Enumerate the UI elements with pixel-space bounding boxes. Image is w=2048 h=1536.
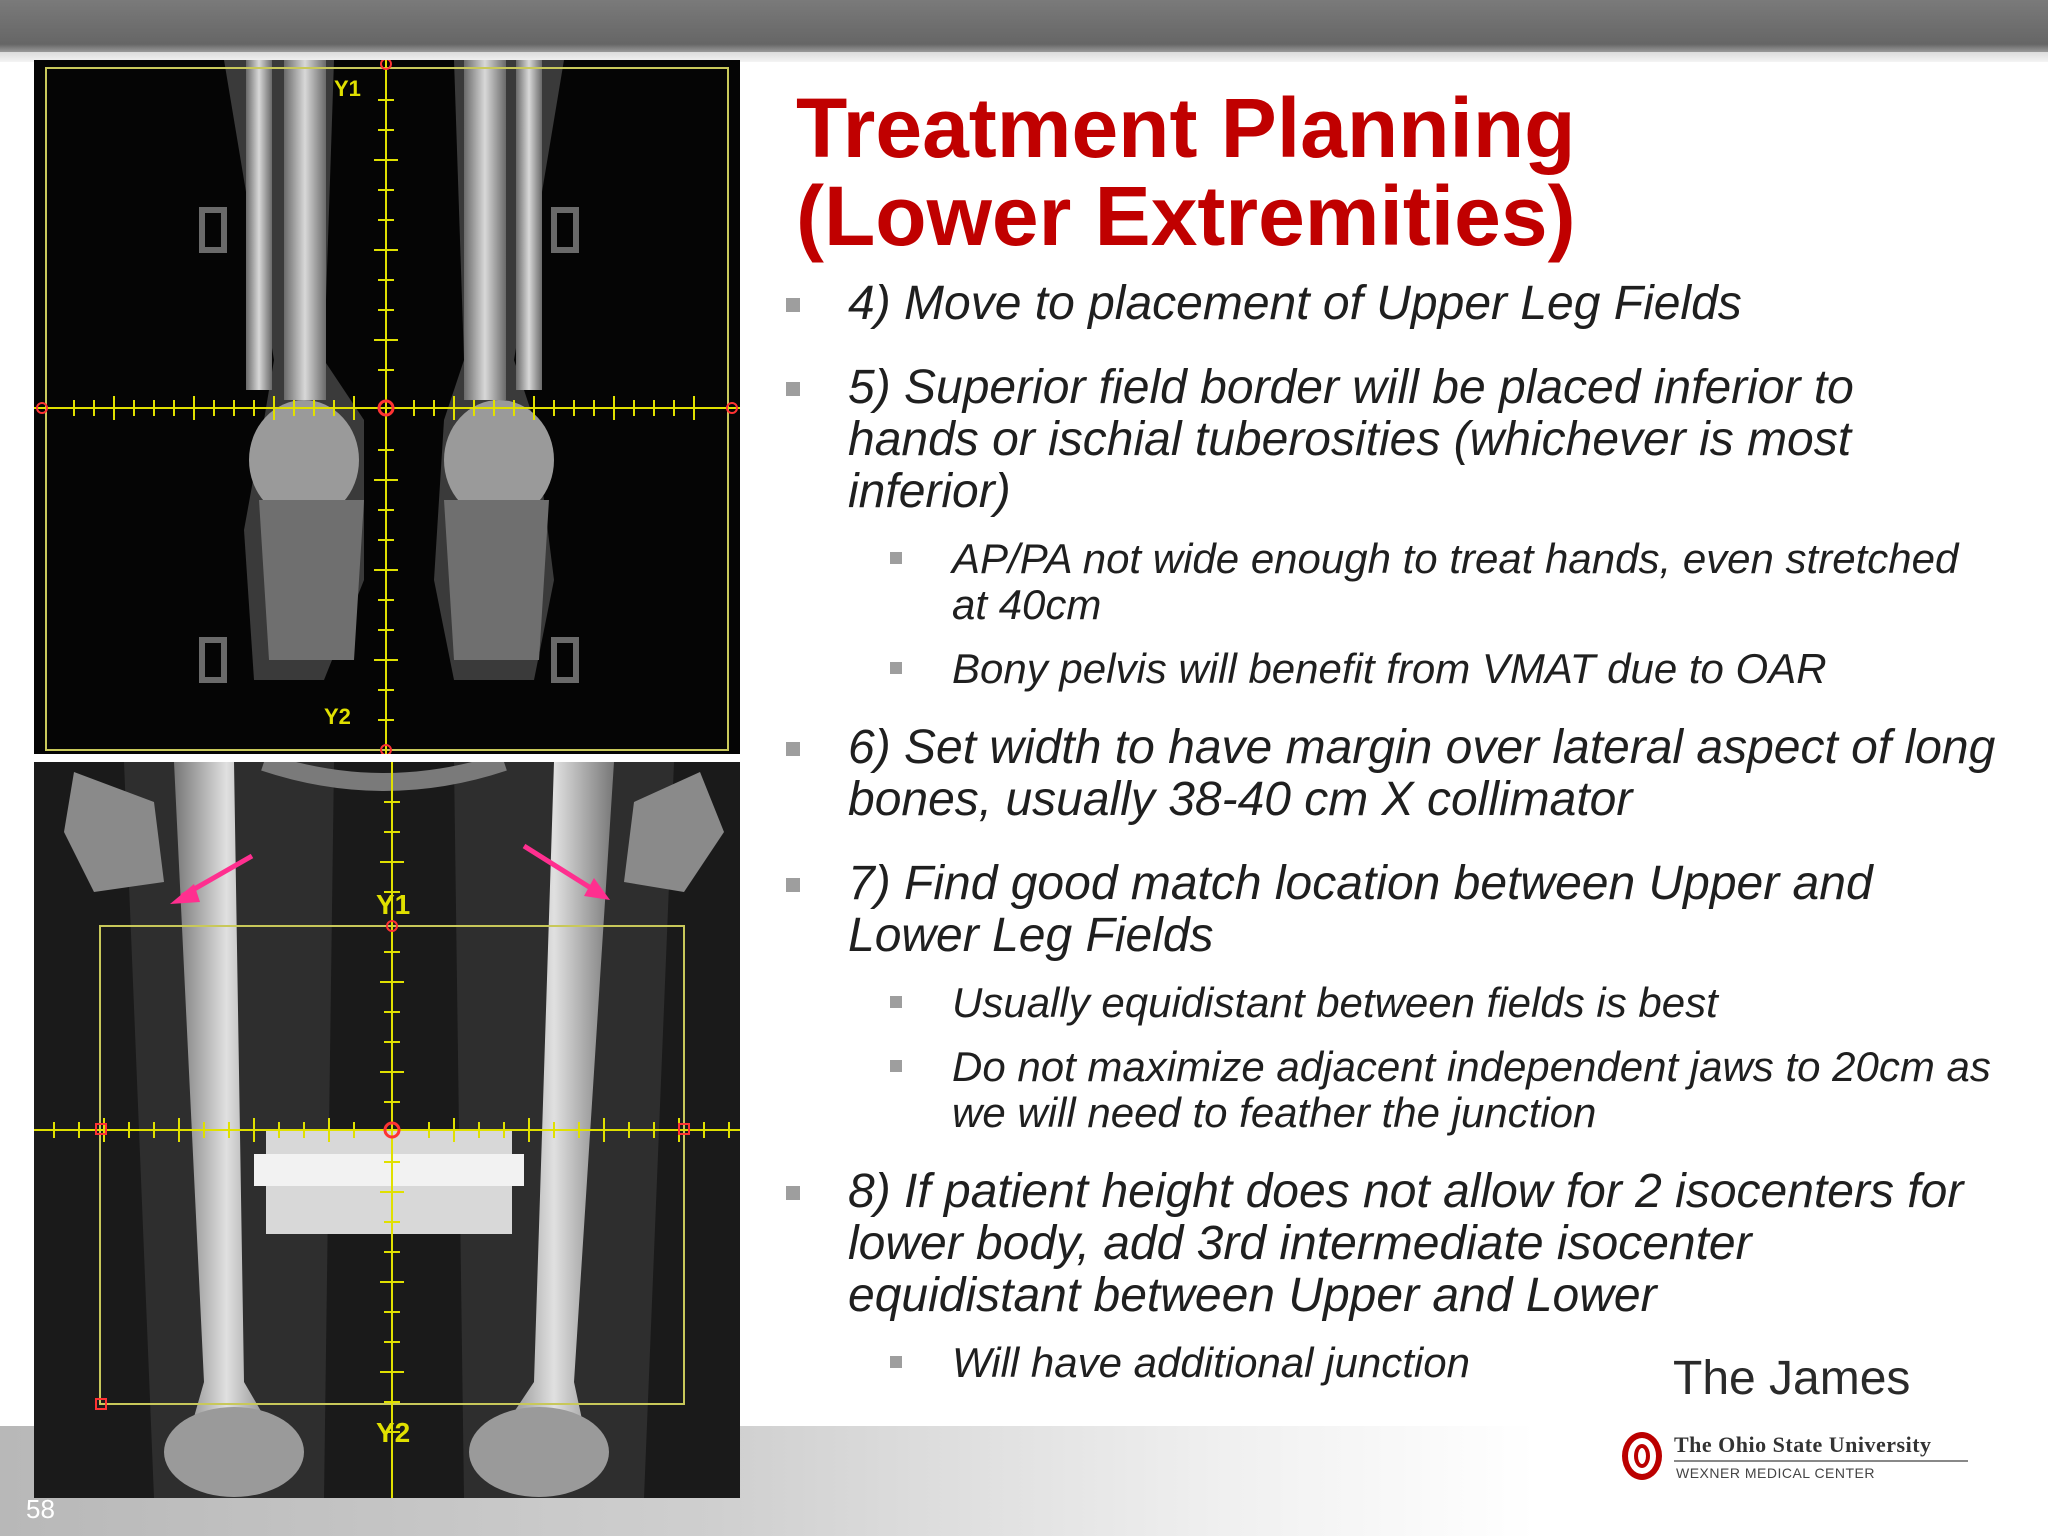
- bullet-list: [786, 278, 1996, 1416]
- bullet-text: 4) Move to placement of Upper Leg Fields: [848, 277, 1742, 330]
- xray-bottom-y2-label: Y2: [376, 1417, 411, 1448]
- osu-logo-lockup: [1620, 1428, 1968, 1486]
- bullet-square-icon: [786, 742, 800, 756]
- medical-center-name: WEXNER MEDICAL CENTER: [1676, 1465, 1876, 1481]
- bullet-square-icon: [786, 878, 800, 892]
- bullet-text: 5) Superior field border will be placed inferior to hands or ischial tuberosities (whichever is most inferior): [848, 361, 1854, 518]
- sub-bullet-item: [786, 1044, 1996, 1136]
- sub-bullet-item: [786, 980, 1996, 1026]
- bullet-square-icon: [890, 996, 902, 1008]
- bullet-item: [786, 278, 1996, 330]
- xray-bottom-y1-label: Y1: [376, 889, 411, 920]
- sub-bullet-item: [786, 536, 1996, 628]
- title-line-1: Treatment Planning: [796, 81, 1576, 175]
- bullet-item: [786, 1166, 1996, 1322]
- bullet-group: [786, 858, 1996, 1136]
- title-line-2: (Lower Extremities): [796, 169, 1576, 263]
- bullet-square-icon: [786, 382, 800, 396]
- header-bar: [0, 0, 2048, 52]
- bullet-square-icon: [890, 1356, 902, 1368]
- divider: [1674, 1460, 1968, 1462]
- bullet-square-icon: [786, 1186, 800, 1200]
- xray-upper-legs-image: [34, 762, 740, 1498]
- the-james-wordmark: The James: [1673, 1352, 1911, 1405]
- sub-bullet-text: Do not maximize adjacent independent jaws to 20cm as we will need to feather the junction: [952, 1043, 1991, 1136]
- bullet-item: [786, 722, 1996, 826]
- sub-bullet-text: Will have additional junction: [952, 1339, 1470, 1386]
- xray-top-y2-label: Y2: [324, 704, 351, 729]
- bullet-text: 7) Find good match location between Upper and Lower Leg Fields: [848, 857, 1873, 962]
- bullet-square-icon: [786, 298, 800, 312]
- bullet-text: 6) Set width to have margin over lateral aspect of long bones, usually 38-40 cm X collimator: [848, 721, 1996, 826]
- bullet-item: [786, 858, 1996, 962]
- slide-number: 58: [26, 1494, 55, 1524]
- bullet-item: [786, 362, 1996, 518]
- sub-bullet-text: Usually equidistant between fields is best: [952, 979, 1718, 1026]
- xray-top-y1-label: Y1: [334, 76, 361, 101]
- bullet-square-icon: [890, 552, 902, 564]
- xray-lower-legs-image: [34, 60, 740, 754]
- block-o-logo-icon: [1620, 1430, 1664, 1482]
- sub-bullet-text: AP/PA not wide enough to treat hands, even stretched at 40cm: [952, 535, 1959, 628]
- sub-bullet-text: Bony pelvis will benefit from VMAT due to OAR: [952, 645, 1827, 692]
- slide-title: [796, 81, 1946, 263]
- bullet-group: [786, 362, 1996, 692]
- university-name: The Ohio State University: [1674, 1432, 1932, 1457]
- sub-bullet-item: [786, 646, 1996, 692]
- bullet-square-icon: [890, 662, 902, 674]
- bullet-square-icon: [890, 1060, 902, 1072]
- bullet-text: 8) If patient height does not allow for 2 isocenters for lower body, add 3rd intermediate isocenter equidistant between Upper and Lower: [848, 1165, 1964, 1322]
